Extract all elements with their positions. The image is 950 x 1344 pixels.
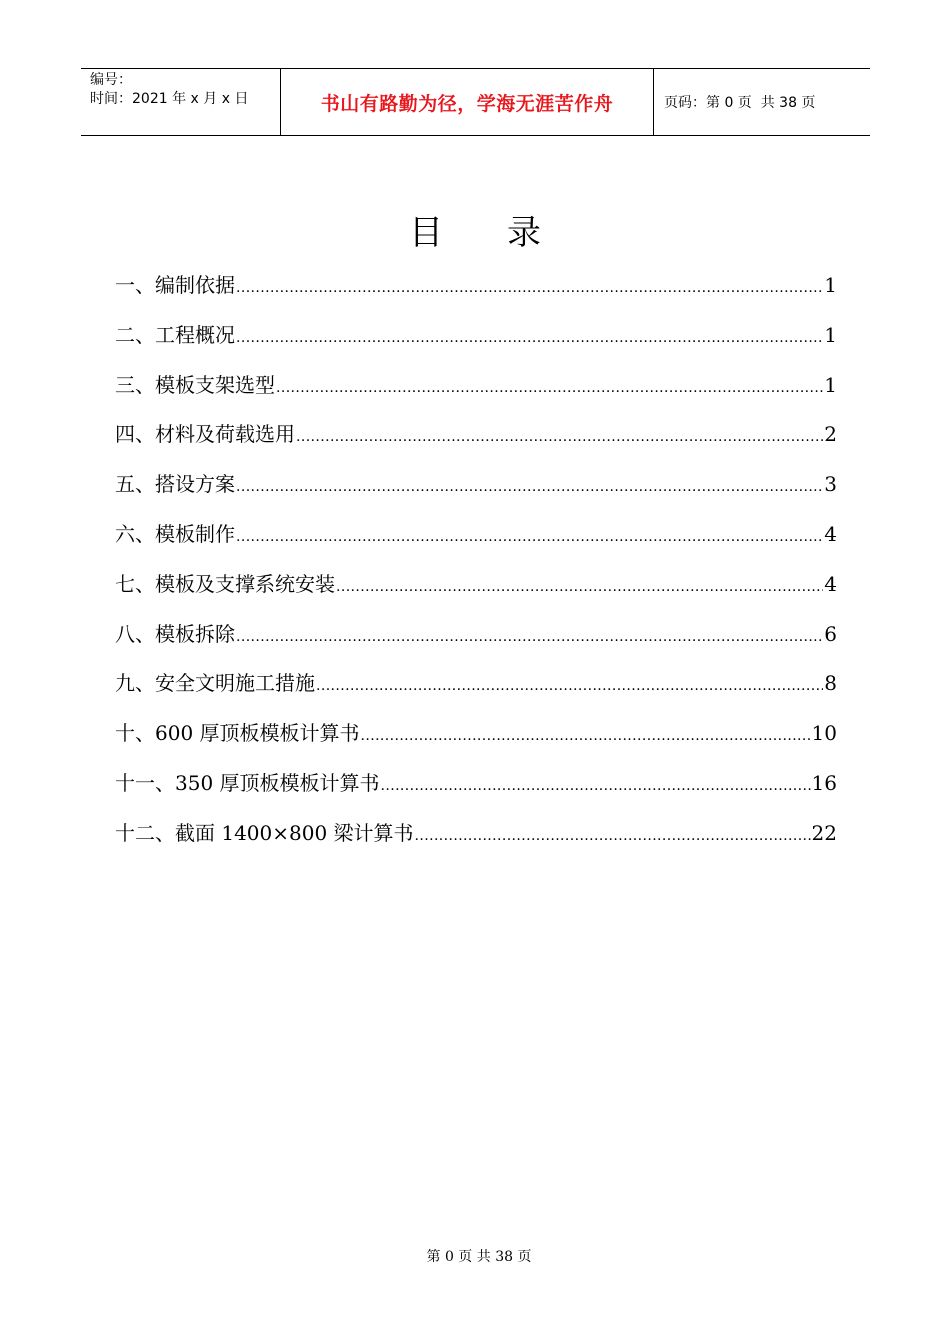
toc-entry-page: 16 xyxy=(811,770,837,795)
toc-entry[interactable] xyxy=(115,270,837,320)
toc-entry-label: 三、模板支架选型 xyxy=(115,372,275,397)
toc-entry-label: 五、搭设方案 xyxy=(115,472,235,497)
toc-entry-page: 1 xyxy=(824,372,837,397)
toc-entry-label: 七、模板及支撑系统安装 xyxy=(115,571,335,596)
toc-entry-label: 十、600 厚顶板模板计算书 xyxy=(115,721,360,746)
toc-entry-label: 六、模板制作 xyxy=(115,521,235,546)
toc-entry-label: 十二、截面 1400×800 梁计算书 xyxy=(115,820,414,845)
toc-dot-leader xyxy=(336,572,823,602)
toc-entry-label: 九、安全文明施工措施 xyxy=(115,671,315,696)
toc-dot-leader xyxy=(381,771,811,801)
toc-dot-leader xyxy=(236,622,823,652)
toc-entry[interactable] xyxy=(115,768,837,818)
toc-entry[interactable] xyxy=(115,370,837,420)
toc-title-char-2: 录 xyxy=(507,213,541,253)
toc-dot-leader xyxy=(361,721,811,751)
toc-entry[interactable] xyxy=(115,469,837,519)
toc-entry-label: 十一、350 厚顶板模板计算书 xyxy=(115,770,380,795)
toc-dot-leader xyxy=(236,273,823,303)
toc-dot-leader xyxy=(236,323,823,353)
toc-entry-label: 八、模板拆除 xyxy=(115,621,235,646)
toc-entry[interactable] xyxy=(115,818,837,868)
toc-dot-leader xyxy=(236,472,823,502)
toc-dot-leader xyxy=(236,522,823,552)
header-page-info-text: 页码：第 0 页 共 38 页 xyxy=(664,95,816,111)
header-motto: 书山有路勤为径，学海无涯苦作舟 xyxy=(281,69,654,135)
toc-dot-leader xyxy=(276,373,823,403)
toc-entry[interactable] xyxy=(115,320,837,370)
toc-entry-page: 8 xyxy=(824,671,837,696)
toc-dot-leader xyxy=(415,821,811,851)
toc-entry-page: 4 xyxy=(824,521,837,546)
toc-dot-leader xyxy=(296,422,823,452)
toc-entry-label: 二、工程概况 xyxy=(115,322,235,347)
toc-entry[interactable] xyxy=(115,619,837,669)
toc-entry[interactable] xyxy=(115,718,837,768)
toc-entry-label: 四、材料及荷载选用 xyxy=(115,422,295,447)
toc-entry[interactable] xyxy=(115,668,837,718)
toc-entry-page: 22 xyxy=(811,820,837,845)
toc-entry-label: 一、编制依据 xyxy=(115,273,235,297)
toc-entry-page: 2 xyxy=(824,422,837,447)
document-time-label: 时间：2021 年 x 月 x 日 xyxy=(90,91,249,107)
toc-entry-page: 4 xyxy=(824,571,837,596)
toc-dot-leader xyxy=(316,671,823,701)
toc-entry-page: 6 xyxy=(824,621,837,646)
toc-entry[interactable] xyxy=(115,519,837,569)
toc-entry[interactable] xyxy=(115,569,837,619)
toc-entry-page: 3 xyxy=(824,472,837,497)
table-of-contents xyxy=(115,270,837,868)
toc-entry-page: 1 xyxy=(824,322,837,347)
toc-title-char-1: 目 xyxy=(409,213,443,253)
document-header xyxy=(81,68,870,136)
toc-entry-page: 1 xyxy=(824,273,837,297)
toc-title xyxy=(0,208,950,258)
page-footer: 第 0 页 共 38 页 xyxy=(426,1249,532,1265)
header-meta xyxy=(81,69,281,135)
toc-entry-page: 10 xyxy=(811,721,837,746)
document-number-label: 编号： xyxy=(90,72,132,88)
header-page-info xyxy=(654,69,870,135)
toc-entry[interactable] xyxy=(115,419,837,469)
